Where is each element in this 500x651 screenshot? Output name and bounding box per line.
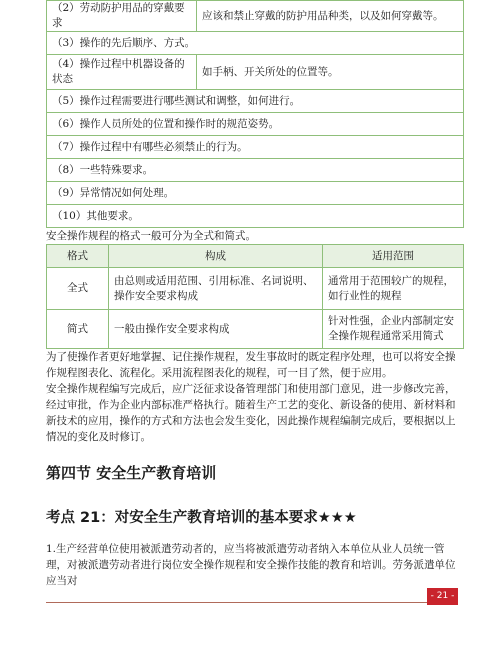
table-cell: （7）操作过程中有哪些必须禁止的行为。 <box>47 136 464 159</box>
table-cell: 如手柄、开关所处的位置等。 <box>197 55 464 90</box>
column-header: 构成 <box>109 245 323 268</box>
table-header-row <box>47 245 464 268</box>
body-paragraph: 1.生产经营单位使用被派遣劳动者的，应当将被派遣劳动者纳入本单位从业人员统一管理，对被派遣劳动者进行岗位安全操作规程和安全操作技能的教育和培训。劳务派遣单位应当对 <box>46 543 456 587</box>
column-header: 格式 <box>47 245 109 268</box>
footer-divider <box>46 602 458 603</box>
table-cell: （10）其他要求。 <box>47 205 464 228</box>
table-cell: （6）操作人员所处的位置和操作时的规范姿势。 <box>47 113 464 136</box>
table-row <box>47 159 464 182</box>
section-heading: 第四节 安全生产教育培训 <box>46 464 217 482</box>
table-row <box>47 55 464 90</box>
revision-paragraph: 安全操作规程编写完成后，应广泛征求设备管理部门和使用部门意见，进一步修改完善，经过审批，作为企业内部标准严格执行。随着生产工艺的变化、新设备的使用、新材料和新技术的应用，操作的方式和方法也会发生变化，因此操作规程编制完成后，要根据以上情况的变化及时修订。 <box>46 383 456 443</box>
table-cell: （9）异常情况如何处理。 <box>47 182 464 205</box>
table-row <box>47 268 464 310</box>
table-cell: 简式 <box>47 310 109 349</box>
exam-point-heading: 考点 21：对安全生产教育培训的基本要求★★★ <box>46 510 357 526</box>
table-cell: （8）一些特殊要求。 <box>47 159 464 182</box>
document-page <box>46 0 464 445</box>
table-row <box>47 113 464 136</box>
page-number-badge: - 21 - <box>427 588 458 605</box>
format-comparison-table <box>46 244 464 349</box>
operating-rules-content-table <box>46 0 464 228</box>
column-header: 适用范围 <box>323 245 464 268</box>
table-row <box>47 136 464 159</box>
table-cell: 通常用于范围较广的规程，如行业性的规程 <box>323 268 464 310</box>
format-intro-text: 安全操作规程的格式一般可分为全式和简式。 <box>46 230 256 242</box>
table-row <box>47 32 464 55</box>
table-row <box>47 182 464 205</box>
flowchart-paragraph: 为了使操作者更好地掌握、记住操作规程，发生事故时的既定程序处理，也可以将安全操作规程图表化、流程化。采用流程图表化的规程，可一目了然，便于应用。 <box>46 351 456 379</box>
table-row <box>47 310 464 349</box>
table-cell: 应该和禁止穿戴的防护用品种类，以及如何穿戴等。 <box>197 1 464 32</box>
table-cell: 由总则或适用范围、引用标准、名词说明、操作安全要求构成 <box>109 268 323 310</box>
table-cell: 针对性强，企业内部制定安全操作规程通常采用简式 <box>323 310 464 349</box>
table-cell: （4）操作过程中机器设备的状态 <box>47 55 197 90</box>
table-row <box>47 90 464 113</box>
table-cell: （3）操作的先后顺序、方式。 <box>47 32 464 55</box>
table-cell: （5）操作过程需要进行哪些测试和调整，如何进行。 <box>47 90 464 113</box>
table-cell: 全式 <box>47 268 109 310</box>
table-row <box>47 1 464 32</box>
table-cell: （2）劳动防护用品的穿戴要求 <box>47 1 197 32</box>
table-row <box>47 205 464 228</box>
table-cell: 一般由操作安全要求构成 <box>109 310 323 349</box>
